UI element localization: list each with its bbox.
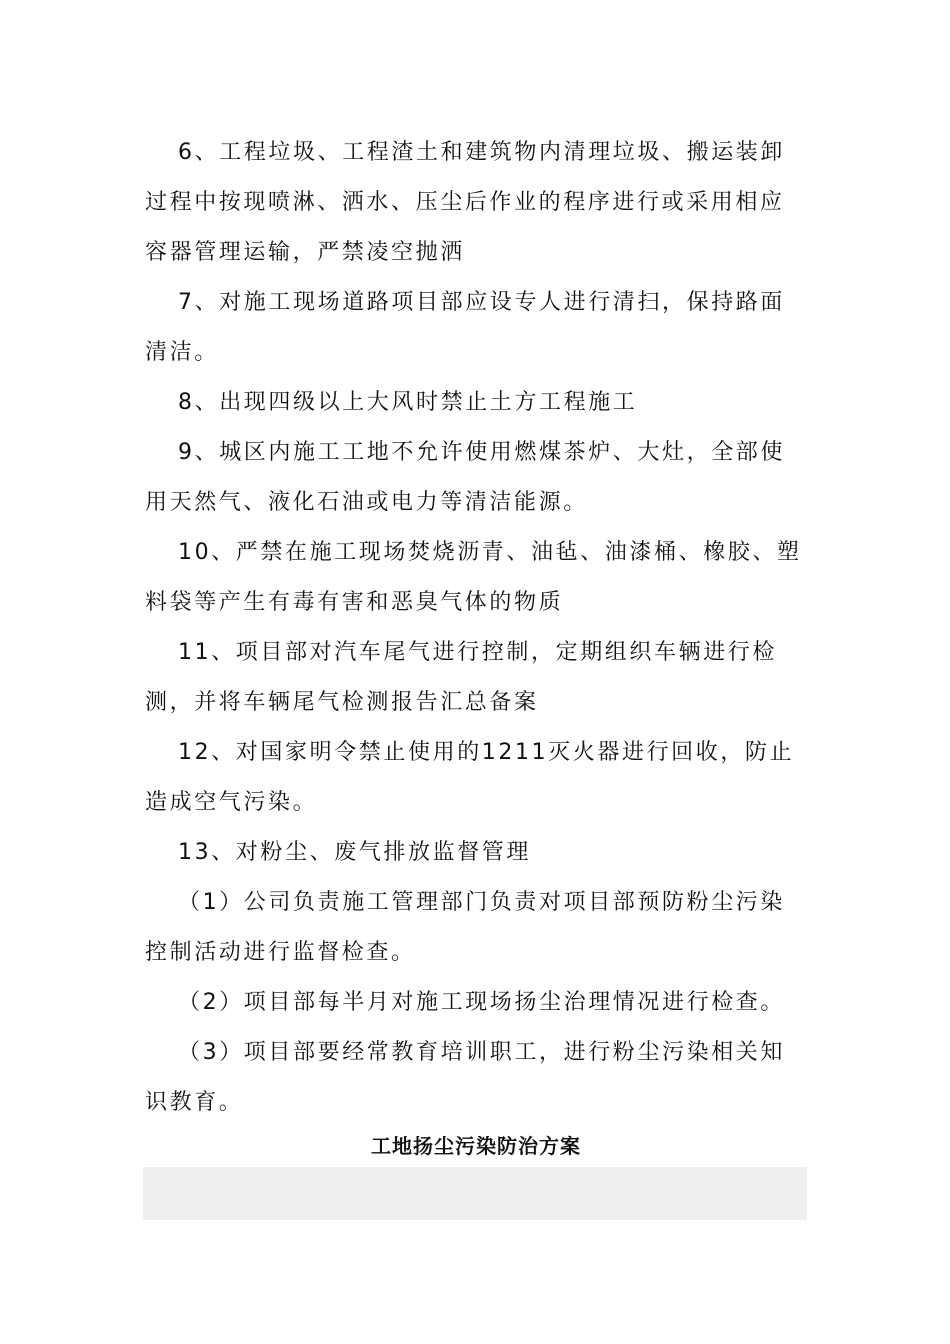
- paragraph-subitem-1: （1）公司负责施工管理部门负责对项目部预防粉尘污染控制活动进行监督检查。: [145, 890, 785, 965]
- content-placeholder-block: [143, 1167, 807, 1220]
- paragraph-item-11: 11、项目部对汽车尾气进行控制，定期组织车辆进行检测，并将车辆尾气检测报告汇总备案: [145, 640, 777, 715]
- section-title: 工地扬尘污染防治方案: [371, 1134, 581, 1158]
- paragraph-item-8: 8、出现四级以上大风时禁止土方工程施工: [178, 390, 638, 415]
- paragraph-item-6: 6、工程垃圾、工程渣土和建筑物内清理垃圾、搬运装卸过程中按现喷淋、洒水、压尘后作业的程序进行或采用相应容器管理运输，严禁凌空抛洒: [145, 140, 785, 265]
- paragraph-item-12: 12、对国家明令禁止使用的1211灭火器进行回收，防止造成空气污染。: [145, 740, 795, 815]
- paragraph-item-10: 10、严禁在施工现场焚烧沥青、油毡、油漆桶、橡胶、塑料袋等产生有毒有害和恶臭气体的物质: [145, 540, 802, 615]
- document-body: [145, 128, 807, 1128]
- paragraph-subitem-2: （2）项目部每半月对施工现场扬尘治理情况进行检查。: [178, 990, 785, 1015]
- paragraph-subitem-3: （3）项目部要经常教育培训职工，进行粉尘污染相关知识教育。: [145, 1040, 785, 1115]
- paragraph-item-7: 7、对施工现场道路项目部应设专人进行清扫，保持路面清洁。: [145, 290, 785, 365]
- paragraph-item-13: 13、对粉尘、废气排放监督管理: [178, 840, 531, 865]
- paragraph-item-9: 9、城区内施工工地不允许使用燃煤茶炉、大灶，全部使用天然气、液化石油或电力等清洁能源。: [145, 440, 785, 515]
